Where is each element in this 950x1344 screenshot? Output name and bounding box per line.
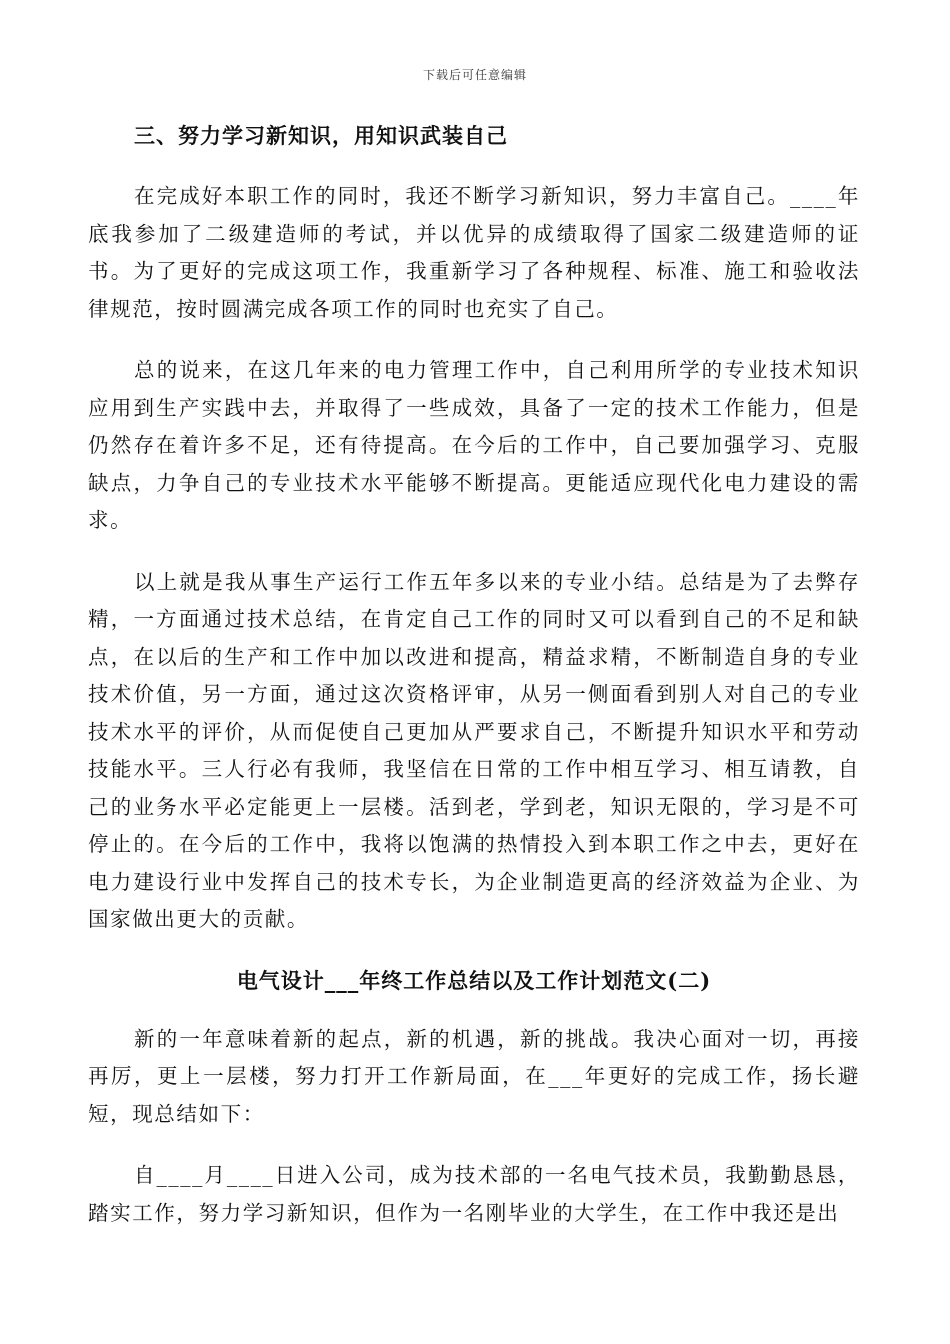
document-body <box>88 118 860 1256</box>
paragraph-new-year: 新的一年意味着新的起点，新的机遇，新的挑战。我决心面对一切，再接再厉，更上一层楼，努力打开工作新局面，在___年更好的完成工作，扬长避短，现总结如下： <box>88 1026 860 1126</box>
section-heading: 三、努力学习新知识，用知识武装自己 <box>134 123 508 148</box>
paragraph-self-study: 在完成好本职工作的同时，我还不断学习新知识，努力丰富自己。____年底我参加了二级建造师的考试，并以优异的成绩取得了国家二级建造师的证书。为了更好的完成这项工作，我重新学习了各种规程、标准、施工和验收法律规范，按时圆满完成各项工作的同时也充实了自己。 <box>88 184 860 321</box>
article-title: 电气设计___年终工作总结以及工作计划范文(二) <box>236 967 712 993</box>
paragraph-summary: 总的说来，在这几年来的电力管理工作中，自己利用所学的专业技术知识应用到生产实践中去，并取得了一些成效，具备了一定的技术工作能力，但是仍然存在着许多不足，还有待提高。在今后的工作中，自己要加强学习、克服缺点，力争自己的专业技术水平能够不断提高。更能适应现代化电力建设的需求。 <box>88 358 860 532</box>
header-note: 下载后可任意编辑 <box>422 68 527 82</box>
paragraph-joined-company: 自____月____日进入公司，成为技术部的一名电气技术员，我勤勤恳恳，踏实工作，努力学习新知识，但作为一名刚毕业的大学生，在工作中我还是出 <box>88 1163 860 1225</box>
paragraph-conclusion: 以上就是我从事生产运行工作五年多以来的专业小结。总结是为了去弊存精，一方面通过技术总结，在肯定自己工作的同时又可以看到自己的不足和缺点，在以后的生产和工作中加以改进和提高，精益求精，不断制造自身的专业技术价值，另一方面，通过这次资格评审，从另一侧面看到别人对自己的专业技术水平的评价，从而促使自己更加从严要求自己，不断提升知识水平和劳动技能水平。三人行必有我师，我坚信在日常的工作中相互学习、相互请教，自己的业务水平必定能更上一层楼。活到老，学到老，知识无限的，学习是不可停止的。在今后的工作中，我将以饱满的热情投入到本职工作之中去，更好在电力建设行业中发挥自己的技术专长，为企业制造更高的经济效益为企业、为国家做出更大的贡献。 <box>88 569 860 931</box>
